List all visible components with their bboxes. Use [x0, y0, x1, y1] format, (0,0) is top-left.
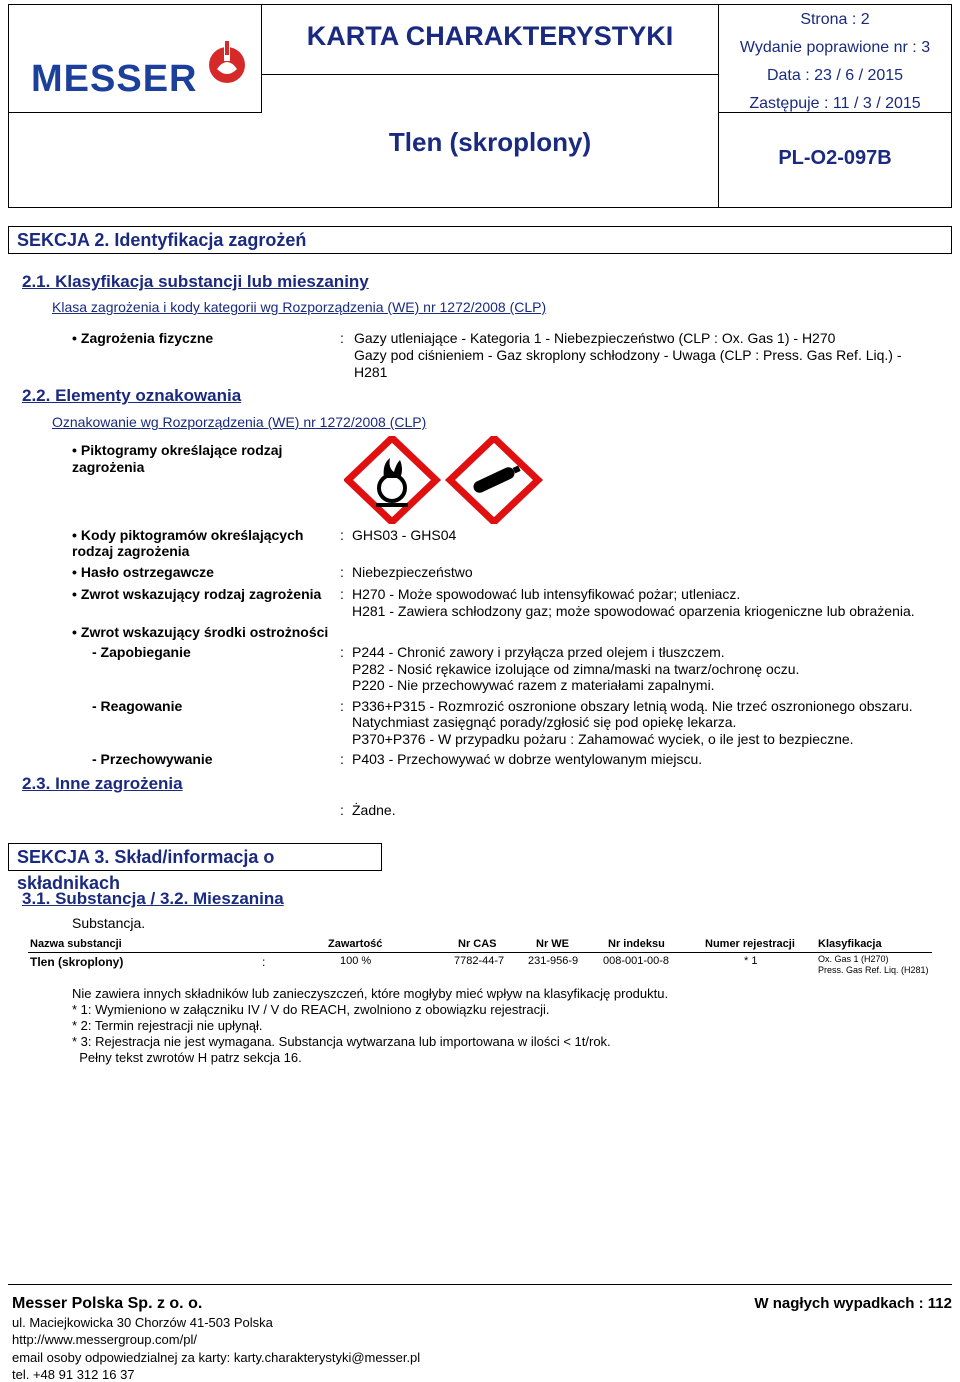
- ghs-pictograms: [344, 436, 544, 524]
- note-line-1: Nie zawiera innych składników lub zanieczyszczeń, które mogłyby mieć wpływ na klasyfikację produktu.: [72, 986, 669, 1001]
- hazard-statements-label: • Zwrot wskazujący rodzaj zagrożenia: [72, 586, 321, 602]
- pictograms-label-1: • Piktogramy określające rodzaj: [72, 442, 282, 458]
- physical-hazards-line-1: Gazy utleniające - Kategoria 1 - Niebezpieczeństwo (CLP : Ox. Gas 1) - H270: [354, 330, 836, 346]
- footer-address: ul. Maciejkowicka 30 Chorzów 41-503 Polska: [12, 1315, 273, 1330]
- page-number: Strona : 2: [800, 11, 870, 28]
- prevention-line-3: P220 - Nie przechowywać razem z materiałami zapalnymi.: [352, 677, 715, 693]
- product-cell: [262, 75, 719, 207]
- prevention-line-2: P282 - Nosić rękawice izolujące od zimna/maski na twarz/ochronę oczu.: [352, 661, 800, 677]
- code-cell: [719, 113, 951, 207]
- index-value: 008-001-00-8: [603, 955, 670, 967]
- logo-cell: [9, 5, 262, 113]
- title-cell: [262, 5, 719, 75]
- other-hazards-value: Żadne.: [352, 802, 396, 818]
- footer-emergency: W nagłych wypadkach : 112: [754, 1295, 952, 1312]
- content-value: 100 %: [340, 955, 372, 967]
- physical-hazards-label: • Zagrożenia fizyczne: [72, 330, 213, 346]
- pictogram-codes-label-2: rodzaj zagrożenia: [72, 543, 190, 559]
- pictogram-codes-label-1: • Kody piktogramów określających: [72, 527, 303, 543]
- response-line-2: Natychmiast zasięgnąć porady/zgłosić się pod opiekę lekarza.: [352, 714, 737, 730]
- colon: :: [340, 698, 344, 714]
- signal-word-label: • Hasło ostrzegawcze: [72, 564, 214, 580]
- logo-text: MESSER: [31, 58, 198, 100]
- column-header-index: Nr indeksu: [608, 938, 665, 950]
- composition-table: [28, 936, 932, 976]
- pictograms-label-2: zagrożenia: [72, 459, 145, 475]
- colon: :: [340, 330, 344, 346]
- section-2-1-title: 2.1. Klasyfikacja substancji lub mieszaniny: [22, 272, 369, 291]
- colon: :: [340, 564, 344, 580]
- signal-word-value: Niebezpieczeństwo: [352, 564, 473, 580]
- meta-cell: [719, 5, 951, 113]
- column-header-name: Nazwa substancji: [30, 938, 122, 950]
- colon: :: [340, 586, 344, 602]
- prevention-label: - Zapobieganie: [92, 644, 191, 660]
- edition-number: Wydanie poprawione nr : 3: [739, 39, 931, 56]
- section-3-header: SEKCJA 3. Skład/informacja o składnikach: [8, 843, 382, 871]
- colon: :: [340, 751, 344, 767]
- colon: :: [340, 527, 344, 543]
- ghs04-gas-cylinder-icon: [450, 438, 538, 522]
- section-2-2-subtitle: Oznakowanie wg Rozporządzenia (WE) nr 1272/2008 (CLP): [52, 414, 427, 430]
- precautionary-statements-label: • Zwrot wskazujący środki ostrożności: [72, 624, 328, 640]
- storage-label: - Przechowywanie: [92, 751, 213, 767]
- table-row: [28, 955, 932, 977]
- replaces-date: Zastępuje : 11 / 3 / 2015: [749, 95, 921, 112]
- substance-word: Substancja.: [72, 915, 146, 931]
- note-line-2: * 1: Wymieniono w załączniku IV / V do REACH, zwolniono z obowiązku rejestracji.: [72, 1002, 550, 1017]
- classification-line-1: Ox. Gas 1 (H270): [818, 954, 889, 964]
- document-code: PL-O2-097B: [778, 147, 892, 169]
- note-line-5: Pełny tekst zwrotów H patrz sekcja 16.: [72, 1050, 302, 1065]
- section-2-header: SEKCJA 2. Identyfikacja zagrożeń: [8, 226, 952, 254]
- column-header-content: Zawartość: [328, 938, 383, 950]
- response-line-3: P370+P376 - W przypadku pożaru : Zahamować wyciek, o ile jest to bezpieczne.: [352, 731, 854, 747]
- pictogram-codes-value: GHS03 - GHS04: [352, 527, 457, 543]
- document-header: [8, 4, 952, 208]
- column-header-cas: Nr CAS: [458, 938, 497, 950]
- registration-value: * 1: [744, 955, 758, 967]
- storage-line-1: P403 - Przechowywać w dobrze wentylowanym miejscu.: [352, 751, 703, 767]
- colon: :: [340, 644, 344, 660]
- footer-email[interactable]: email osoby odpowiedzialnej za karty: karty.charakterystyki@messer.pl: [12, 1350, 421, 1365]
- hazard-statement-1: H270 - Może spowodować lub intensyfikować pożar; utleniacz.: [352, 586, 741, 602]
- column-header-registration: Numer rejestracji: [705, 938, 795, 950]
- response-label: - Reagowanie: [92, 698, 183, 714]
- product-name: Tlen (skroplony): [388, 127, 592, 157]
- classification-line-2: Press. Gas Ref. Liq. (H281): [818, 965, 929, 975]
- messer-logo: [9, 5, 262, 113]
- column-header-we: Nr WE: [536, 938, 569, 950]
- issue-date: Data : 23 / 6 / 2015: [766, 67, 904, 84]
- colon: :: [340, 802, 344, 818]
- note-line-3: * 2: Termin rejestracji nie upłynął.: [72, 1018, 263, 1033]
- hazard-statement-2: H281 - Zawiera schłodzony gaz; może spowodować oparzenia kriogeniczne lub obrażenia.: [352, 603, 915, 619]
- footer-phone: tel. +48 91 312 16 37: [12, 1367, 135, 1382]
- section-2-1-subtitle: Klasa zagrożenia i kody kategorii wg Rozporządzenia (WE) nr 1272/2008 (CLP): [52, 299, 547, 315]
- footer-divider: [8, 1284, 952, 1285]
- document-title: KARTA CHARAKTERYSTYKI: [306, 21, 674, 51]
- section-2-3-title: 2.3. Inne zagrożenia: [22, 774, 183, 793]
- substance-name: Tlen (skroplony): [30, 955, 124, 969]
- cas-value: 7782-44-7: [454, 955, 505, 967]
- physical-hazards-line-2: Gazy pod ciśnieniem - Gaz skroplony schłodzony - Uwaga (CLP : Press. Gas Ref. Liq.) -: [354, 347, 902, 363]
- column-header-classification: Klasyfikacja: [818, 938, 882, 950]
- section-3-1-title: 3.1. Substancja / 3.2. Mieszanina: [22, 889, 284, 908]
- footer-website[interactable]: http://www.messergroup.com/pl/: [12, 1332, 197, 1347]
- section-2-2-title: 2.2. Elementy oznakowania: [22, 386, 242, 405]
- ghs03-oxidizer-icon: [348, 438, 436, 522]
- prevention-line-1: P244 - Chronić zawory i przyłącza przed olejem i tłuszczem.: [352, 644, 725, 660]
- response-line-1: P336+P315 - Rozmrozić oszronione obszary letnią wodą. Nie trzeć oszronionego obszaru.: [352, 698, 913, 714]
- we-value: 231-956-9: [528, 955, 579, 967]
- colon: :: [262, 955, 266, 969]
- footer-company-name: Messer Polska Sp. z o. o.: [12, 1295, 203, 1312]
- physical-hazards-line-3: H281: [354, 364, 388, 380]
- note-line-4: * 3: Rejestracja nie jest wymagana. Substancja wytwarzana lub importowana w ilości < 1t/rok.: [72, 1034, 611, 1049]
